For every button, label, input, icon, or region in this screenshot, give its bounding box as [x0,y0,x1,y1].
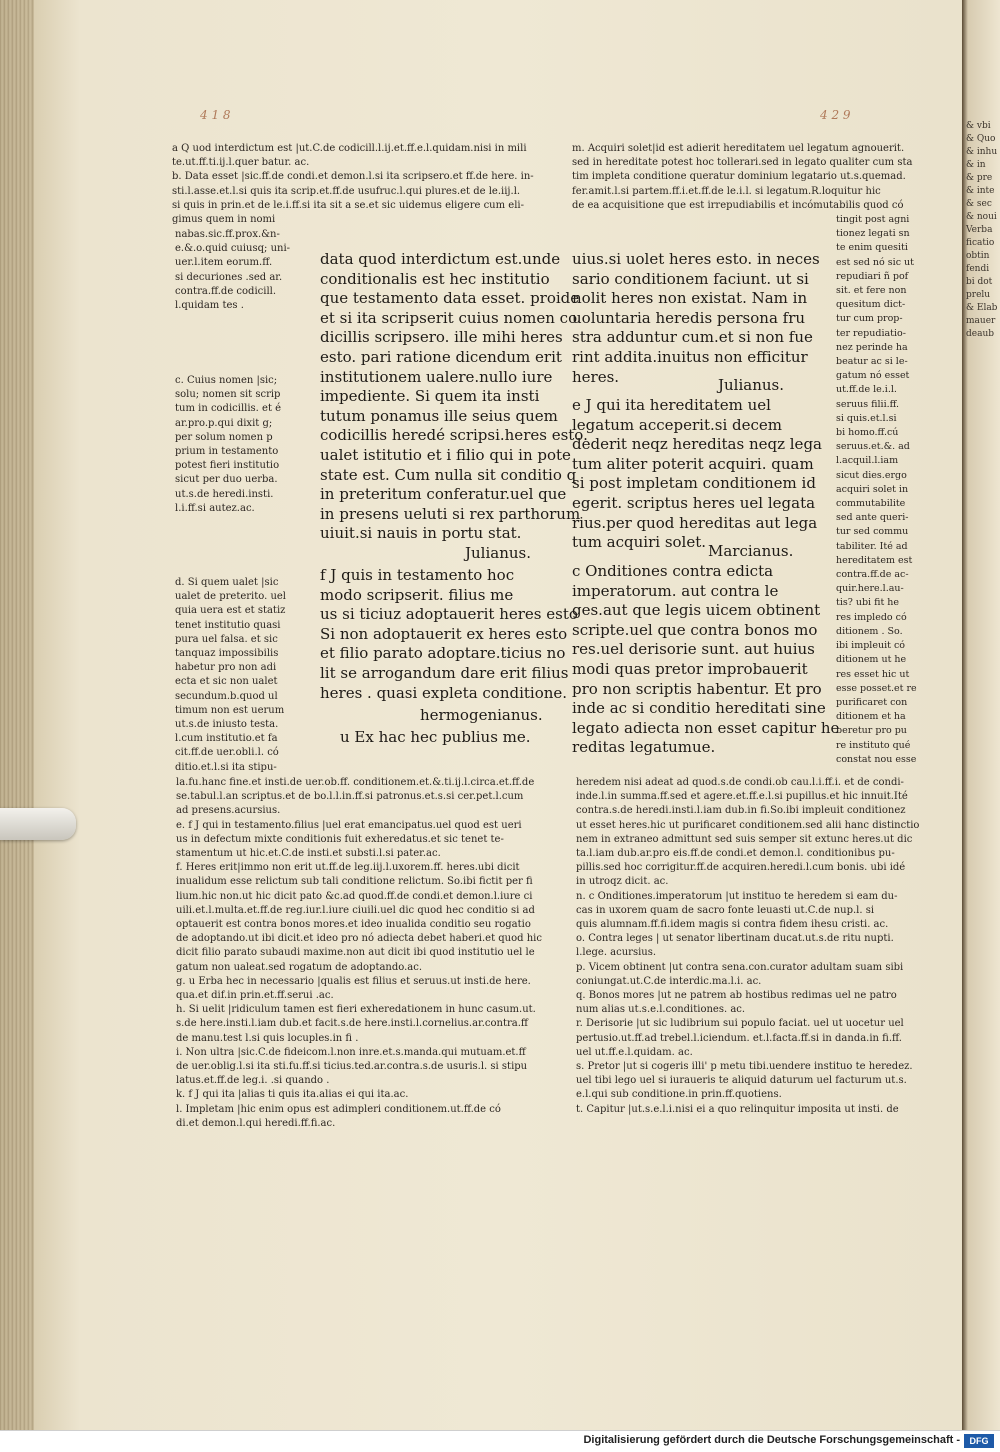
gloss-line: nez perinde ha [836,341,908,353]
gloss-line: habetur pro non adi [175,662,277,674]
gloss-line: ecta et sic non ualet [175,676,278,688]
gloss-line: quir.here.l.au- [836,583,904,595]
gloss-line: nabas.sic.ff.prox.&n- [175,229,280,240]
gloss-line: b. Data esset |sic.ff.de condi.et demon.l.si ita scripsero.et ff.de here. in- [172,171,534,183]
main-text-left-column [320,250,588,544]
gloss-line: tis? ubi fit he [836,597,900,609]
heading-hermogenianus: hermogenianus. [420,706,543,724]
text-line: stra adduntur cum.et si non fue [572,328,813,347]
heading-marcianus: Marcianus. [708,542,794,560]
gloss-line: inualidum esse relictum sub tali conditione relictum. So.ibi fictit per fi [176,876,533,888]
gloss-line: tionez legati sn [836,228,910,240]
text-line: c Onditiones contra edicta [572,562,774,580]
text-line: uoluntaria heredis persona fru [572,308,806,327]
dfg-logo: DFG [964,1434,994,1448]
gloss-line: l.i.ff.si autez.ac. [175,502,255,514]
edge-note-line: & pre [966,173,993,183]
facing-page-edge-notes [966,120,998,341]
gloss-line: m. Acquiri solet|id est adierit hereditatem uel legatum agnouerit. [572,143,905,154]
text-line: scripte.uel que contra bonos mo [572,620,818,639]
gloss-line: t. Capitur |ut.s.e.l.i.nisi ei a quo relinquitur imposita ut insti. de [576,1103,899,1115]
gloss-line: res impledo có [836,611,907,623]
text-line: lit se arrogandum dare erit filius [320,663,569,682]
gloss-line: l.quidam tes . [175,300,244,312]
text-line: uius.si uolet heres esto. in neces [572,250,820,268]
text-line: rius.per quod hereditas aut lega [572,513,818,532]
gloss-line: a Q uod interdictum est |ut.C.de codicill.l.ij.et.ff.e.l.quidam.nisi in mili [172,143,527,154]
gloss-top-left [172,142,557,227]
gloss-line: ditionem et ha [836,711,906,723]
gloss-line: l. Impletam |hic enim opus est adimpleri conditionem.ut.ff.de có [176,1103,501,1115]
gloss-line: tur cum prop- [836,313,903,325]
gloss-line: optauerit est contra bonos mores.et ideo inualida conditio seu rogatio [176,919,531,931]
text-line: sario conditionem faciunt. ut si [572,269,809,288]
text-line: legato adiecta non esset capitur he [572,718,840,737]
gloss-line: num alias ut.s.e.l.conditiones. ac. [576,1004,746,1016]
main-text-left-column-2 [320,566,578,703]
gloss-line: r. Derisorie |ut sic ludibrium sui populo faciat. uel ut uocetur uel [576,1018,904,1030]
text-line: in presens ueluti si rex parthorum [320,504,581,523]
gloss-line: tum in codicillis. et é [175,403,282,415]
gloss-line: secundum.b.quod ul [175,690,278,702]
edge-note-line: deaub [966,329,995,339]
gloss-right-margin [836,213,920,767]
gloss-bottom-right [576,776,920,1117]
edge-note-line: & Quo [966,134,996,144]
gloss-line: commutabilite [836,498,906,510]
text-line: dicillis scripsero. ille mihi heres [320,328,563,347]
edge-note-line: mauer [966,316,996,326]
text-line: Si non adoptauerit ex heres esto [320,624,568,643]
gloss-line: si quis in prin.et de le.i.ff.si ita sit a se.et sic uidemus eligere cum eli- [172,199,524,211]
gloss-line: cit.ff.de uer.obli.l. có [175,747,279,759]
text-line: reditas legatumue. [572,738,716,757]
gloss-line: k. f J qui ita |alias ti quis ita.alias ei qui ita.ac. [176,1089,409,1101]
gloss-line: sed in hereditate potest hoc tollerari.sed in legato qualiter cum sta [572,157,913,169]
gloss-line: stamentum ut hic.et.C.de insti.et substi.l.si pater.ac. [176,848,441,860]
text-line: us si ticiuz adoptauerit heres esto [320,605,578,624]
gloss-line: tanquaz impossibilis [175,648,279,660]
gloss-line: tim impleta conditione queratur dominium legatario ut.s.quemad. [572,171,906,183]
gloss-line: tingit post agni [836,214,910,225]
edge-note-line: & noui [966,212,997,222]
gloss-line: nem in extraneo admittunt sed suis semper sit extunc heres.ut dic [576,833,913,845]
gloss-line: de ea acquisitione que est irrepudiabilis et incómutabilis quod có [572,199,904,211]
main-text-left-column-3: u Ex hac hec publius me. [340,728,531,746]
gloss-line: uel tibi lego uel si iuraueris te aliquid daturum uel facturum ut.s. [576,1075,907,1087]
gloss-line: uel ut.ff.e.l.quidam. ac. [576,1046,693,1058]
gloss-line: te.ut.ff.ti.ij.l.quer batur. ac. [172,157,310,169]
main-text-right-column [572,250,820,387]
gloss-line: e. f J qui in testamento.filius |uel erat emancipatus.uel quod est ueri [176,819,522,831]
gloss-line: g. u Erba hec in necessario |qualis est filius et seruus.ut insti.de here. [176,975,531,987]
edge-note-line: obtin [966,251,990,261]
gloss-line: pertusio.ut.ff.ad trebel.l.iciendum. et.l.facta.ff.si in danda.in fi.ff. [576,1032,902,1044]
text-line: state est. Cum nulla sit conditio q [320,465,577,484]
gloss-line: ualet de preterito. uel [175,591,287,603]
gloss-line: hereditatem est [836,554,913,566]
gloss-line: quesitum dict- [836,299,906,311]
gloss-line: sicut dies.ergo [836,469,907,481]
text-line: data quod interdictum est.unde [320,250,561,268]
gloss-line: de adoptando.ut ibi dicit.et ideo pro nó adiecta debet haberi.et quod hic [176,933,542,945]
page-number-left: 4 1 8 [200,108,231,122]
gloss-line: ter repudiatio- [836,327,906,339]
gloss-line: acquiri solet in [836,483,909,495]
gloss-line: res esset hic ut [836,668,910,680]
edge-note-line: & inte [966,186,995,196]
text-line: tum aliter poterit acquiri. quam [572,454,814,473]
text-line: dederit neqz hereditas neqz lega [572,435,822,454]
text-line: inde ac si conditio hereditati sine [572,699,826,718]
edge-note-line: Verba [966,225,993,235]
text-line: in preteritum conferatur.uel que [320,485,567,504]
text-line: et si ita scripserit cuius nomen co [320,308,578,327]
text-line: conditionalis est hec institutio [320,269,550,288]
gloss-line: est sed nó sic ut [836,256,914,268]
gloss-line: uili.et.l.multa.et.ff.de reg.iur.l.iure ciuili.uel dic quod hec conditio si ad [176,904,535,916]
gloss-line: ta.l.iam dub.ar.pro eis.ff.de condi.et demon.l. conditionibus pu- [576,848,895,860]
gloss-line: l.acquil.l.iam [836,455,899,467]
gloss-line: e.l.qui sub conditione.in prin.ff.quotiens. [576,1089,782,1101]
text-line: heres . quasi expleta conditione. [320,683,568,702]
edge-note-line: ficatio [966,238,995,248]
gloss-line: ut.ff.de le.i.l. [836,384,897,396]
gloss-line: purificaret con [836,696,908,708]
text-line: nolit heres non existat. Nam in [572,289,808,308]
gloss-line: te enim quesiti [836,242,908,254]
gloss-line: ibi impleuit có [836,640,906,652]
gloss-line: sit. et fere non [836,285,907,297]
gloss-line: ditionem . So. [836,625,903,637]
edge-note-line: & sec [966,199,992,209]
edge-note-line: bi dot [966,277,993,287]
gloss-line: i. Non ultra |sic.C.de fideicom.l.non inre.et.s.manda.qui mutuam.et.ff [176,1046,526,1058]
edge-note-line: & in [966,160,986,170]
text-line: ges.aut que legis uicem obtinent [572,601,821,620]
gloss-line: heredem nisi adeat ad quod.s.de condi.ob cau.l.i.ff.i. et de condi- [576,777,904,788]
gloss-line: la.fu.hanc fine.et insti.de uer.ob.ff. conditionem.et.&.ti.ij.l.circa.et.ff.de [176,777,535,788]
gloss-line: d. Si quem ualet |sic [175,577,279,588]
gloss-line: prium in testamento [175,446,279,458]
text-line: e J qui ita hereditatem uel [572,396,771,414]
gloss-line: ar.pro.p.qui dixit g; [175,417,273,429]
gloss-line: contra.ff.de ac- [836,569,909,581]
gloss-line: latus.et.ff.de leg.i. .si quando . [176,1075,330,1087]
gloss-line: inde.l.in summa.ff.sed et agere.et.ff.e.l.si pupillus.et hic innuit.Ité [576,791,908,803]
gloss-line: l.lege. acursius. [576,947,657,959]
gloss-line: ut.s.de iniusto testa. [175,719,279,731]
gloss-line: l.cum institutio.et fa [175,733,278,745]
text-line: f J quis in testamento hoc [320,566,515,584]
gloss-line: ut.s.de heredi.insti. [175,488,274,500]
main-text-right-column-2 [572,396,822,553]
text-line: imperatorum. aut contra le [572,581,779,600]
text-line: esto. pari ratione dicendum erit [320,347,562,366]
gloss-line: esse posset.et re [836,682,917,694]
gloss-line: gatum nó esset [836,370,910,382]
gloss-line: potest fieri institutio [175,460,280,472]
gloss-line: e.&.o.quid cuiusq; uni- [175,243,291,255]
book-page-edge [0,0,34,1430]
gloss-line: s. Pretor |ut si cogeris illi' p metu tibi.uendere instituo te heredez. [576,1061,913,1073]
gloss-line: tabiliter. Ité ad [836,540,908,552]
heading-julianus-right: Julianus. [718,376,784,394]
gloss-line: pura uel falsa. et sic [175,633,278,645]
gloss-line: qua.et dif.in prin.et.ff.serui .ac. [176,990,334,1002]
text-line: et filio parato adoptare.ticius no [320,644,566,663]
gloss-right-top [572,142,912,213]
gloss-line: solu; nomen sit scrip [175,389,281,401]
gloss-line: dicit filio parato subaudi maxime.non aut dicit ibi quod institutio uel le [176,947,535,959]
text-line: institutionem ualere.nullo iure [320,367,553,386]
gloss-line: p. Vicem obtinent |ut contra sena.con.curator adultam suam sibi [576,961,904,973]
gloss-line: beatur ac si le- [836,356,908,368]
gloss-line: per solum nomen p [175,431,273,443]
text-line: egerit. scriptus heres uel legata [572,493,816,512]
gloss-line: contra.s.de heredi.insti.l.iam dub.in fi.So.ibi impleuit conditionez [576,805,906,817]
gloss-line: seruus.et.&. ad [836,441,910,453]
heading-julianus-left: Julianus. [465,544,531,562]
gloss-line: de uer.oblig.l.si ita sti.fu.ff.si ticius.ted.ar.contra.s.de usuris.l. si stipu [176,1061,528,1073]
gloss-line: q. Bonos mores |ut ne patrem ab hostibus redimas uel ne patro [576,990,897,1002]
edge-note-line: & vbi [966,121,991,131]
gloss-left-column-c [175,374,300,516]
gloss-line: in utroqz dicit. ac. [576,876,669,888]
gloss-line: de manu.test l.si quis locuples.in fi . [176,1032,359,1044]
footer-credit: Digitalisierung gefördert durch die Deutsche Forschungsgemeinschaft - [583,1434,960,1446]
gloss-line: sicut per duo uerba. [175,474,278,486]
text-line: pro non scriptis habentur. Et pro [572,679,822,698]
text-line: rint addita.inuitus non efficitur [572,347,808,366]
gloss-line: n. c Onditiones.imperatorum |ut instituo te heredem si eam du- [576,890,898,902]
gloss-line: cas in uxorem quam de sacro fonte leuasti ut.C.de nup.l. si [576,904,875,916]
text-line: ualet istitutio et i filio qui in pote [320,445,571,464]
gloss-line: ad presens.acursius. [176,805,281,817]
gloss-line: pillis.sed hoc corrigitur.ff.de acquiren.heredi.l.cum bonis. ubi idé [576,862,906,874]
text-line: modo scripserit. filius me [320,585,514,604]
gloss-line: us in defectum mixte conditionis fuit exheredatus.et sic tenet te- [176,833,504,845]
main-text-right-column-3 [572,562,840,758]
text-line: tutum ponamus ille seius quem [320,406,558,425]
gloss-line: coniungat.ut.C.de interdic.ma.l.i. ac. [576,975,762,987]
gloss-line: fer.amit.l.si partem.ff.i.et.ff.de le.i.l. si legatum.R.loquitur hic [572,185,881,197]
gloss-line: si quis.et.l.si [836,412,897,424]
page-number-right: 4 2 9 [820,108,851,122]
gloss-line: se.tabul.l.an scriptus.et de bo.l.l.in.ff.si patronus.et.s.si cer.pet.l.cum [176,791,524,803]
text-line: tum acquiri solet. [572,533,707,552]
gloss-line: f. Heres erit|immo non erit ut.ff.de leg.iij.l.uxorem.ff. heres.ubi dicit [176,862,520,874]
gloss-line: o. Contra leges | ut senator libertinam ducat.ut.s.de ritu nupti. [576,933,894,945]
text-line: uiuit.si nauis in portu stat. [320,524,522,543]
gloss-line: timum non est uerum [175,704,285,716]
gloss-line: h. Si uelit |ridiculum tamen est fieri exheredationem in hunc casum.ut. [176,1004,536,1016]
gloss-line: sed ante queri- [836,512,909,524]
text-line: que testamento data esset. proide [320,289,580,308]
text-line: si post impletam conditionem id [572,474,816,493]
gloss-line: quis alumnam.ff.fi.idem magis si contra fidem ihesu cristi. ac. [576,919,889,931]
gloss-line: ut esset heres.hic ut purificaret conditionem.sed alii hanc distinctio [576,819,920,831]
gloss-line: c. Cuius nomen |sic; [175,375,278,386]
edge-note-line: & Elab [966,303,998,313]
text-line: heres. [572,367,620,386]
gloss-line: tenet institutio quasi [175,619,281,631]
page-marker-tab [0,808,76,840]
gloss-line: beretur pro pu [836,725,907,737]
gloss-line: re instituto qué [836,739,911,751]
gloss-line: gatum non ualeat.sed rogatum de adoptando.ac. [176,961,423,973]
edge-note-line: fendi [966,264,990,274]
gloss-line: lium.hic non.ut hic dicit pato &c.ad quod.ff.de condi.et demon.l.iure ci [176,890,533,902]
text-line: res.uel derisorie sunt. aut huius [572,640,815,659]
gloss-line: tur sed commu [836,526,909,538]
gloss-line: di.et demon.l.qui heredi.ff.fi.ac. [176,1117,336,1129]
gloss-line: repudiari ñ pof [836,270,909,282]
gloss-line: si decuriones .sed ar. [175,271,283,283]
text-line: codicillis heredé scripsi.heres esto. [320,426,588,445]
edge-note-line: prelu [966,290,991,300]
gloss-line: sti.l.asse.et.l.si quis ita scrip.et.ff.de usufruc.l.qui plures.et de le.iij.l. [172,185,521,197]
gloss-line: quia uera est et statiz [175,605,286,617]
gloss-line: s.de here.insti.l.iam dub.et facit.s.de here.insti.l.cornelius.ar.contra.ff [176,1018,529,1030]
gloss-line: contra.ff.de codicill. [175,285,277,297]
gloss-bottom-left [176,776,556,1131]
footer-bar [0,1430,1000,1452]
gloss-line: gimus quem in nomi [172,214,276,226]
text-line: modi quas pretor improbauerit [572,659,808,678]
text-line: legatum acceperit.si decem [572,415,783,434]
gloss-line: bi homo.ff.cú [836,427,899,439]
gloss-line: constat nou esse [836,753,917,765]
gloss-line: ditionem ut he [836,654,907,666]
edge-note-line: & inhu [966,147,998,157]
gloss-line: seruus filii.ff. [836,398,900,410]
gloss-left-column-d [175,576,300,775]
gloss-left-column-a [175,228,300,313]
text-line: impediente. Si quem ita insti [320,387,540,406]
gloss-line: uer.l.item eorum.ff. [175,257,273,269]
gloss-line: ditio.et.l.si ita stipu- [175,761,277,773]
